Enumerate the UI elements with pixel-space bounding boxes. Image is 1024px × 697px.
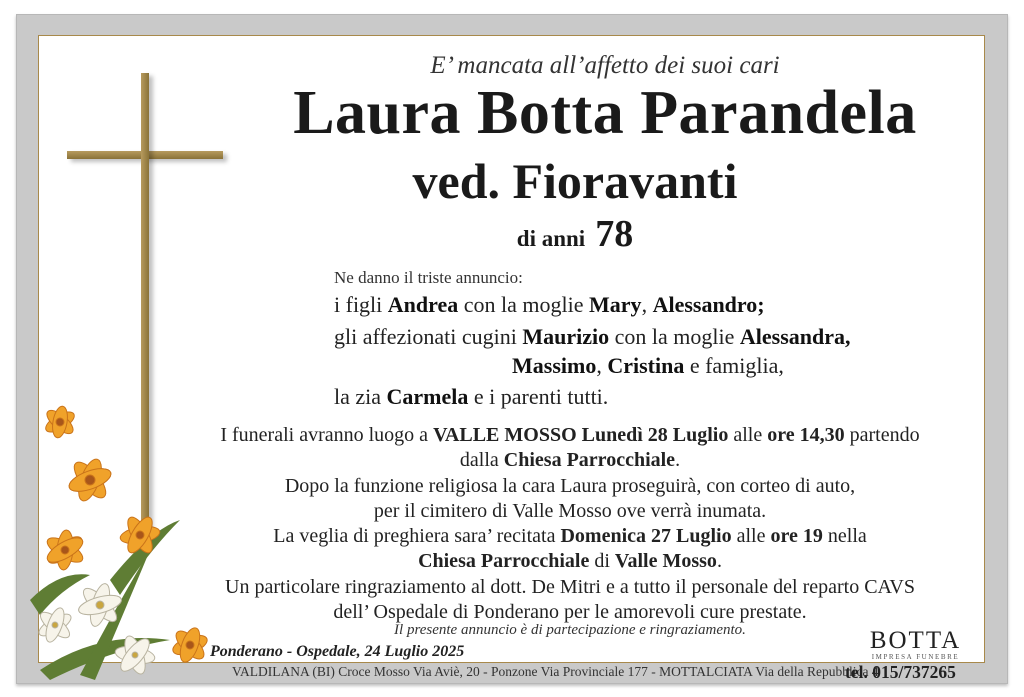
text-segment: e i parenti tutti. (468, 384, 609, 409)
emphasized-text: Valle Mosso (614, 550, 717, 573)
text-segment: I funerali avranno luogo a (220, 424, 434, 446)
telephone: tel. 015/737265 (845, 662, 956, 682)
funeral-line (170, 524, 970, 549)
funeral-details (170, 423, 970, 625)
age-line (0, 212, 1024, 256)
logo-name: BOTTA (869, 627, 962, 654)
emphasized-text: Carmela (386, 384, 469, 409)
text-segment: con la moglie (609, 324, 740, 349)
funeral-home-addresses: VALDILANA (BI) Croce Mosso Via Aviè, 20 - Ponzone Via Provinciale 177 - MOTTALCIATA Via della Repubblica 4 (232, 664, 879, 679)
family-line-2 (334, 324, 851, 350)
text-segment: e famiglia, (684, 353, 784, 378)
funeral-line (170, 474, 970, 499)
emphasized-text: Domenica 27 Luglio (560, 525, 732, 548)
funeral-line (170, 575, 970, 600)
deceased-name: Laura Botta Parandela (293, 79, 917, 147)
logo-subtitle: IMPRESA FUNEBRE (871, 653, 960, 661)
text-segment: dalla (459, 449, 504, 472)
text-segment: La veglia di preghiera sara’ recitata (273, 525, 561, 548)
age-value: 78 (595, 213, 634, 255)
funeral-home-logo (858, 628, 973, 661)
funeral-line (170, 423, 970, 448)
text-segment: con la moglie (458, 292, 590, 317)
family-line-4 (334, 384, 608, 410)
emphasized-text: Massimo (512, 353, 597, 378)
widow-of-line: ved. Fioravanti (412, 153, 738, 209)
text-segment: , (596, 353, 608, 378)
text-segment: nella (822, 525, 867, 548)
text-segment: i figli (334, 292, 388, 317)
emphasized-text: ore 14,30 (767, 424, 845, 446)
emphasized-text: Chiesa Parrocchiale (418, 550, 590, 573)
emphasized-text: ore 19 (770, 525, 823, 548)
emphasized-text: Alessandra, (739, 324, 851, 349)
intro-line: E’ mancata all’affetto dei suoi cari (430, 52, 780, 79)
text-segment: la zia (334, 384, 387, 409)
text-segment: per il cimitero di Valle Mosso ove verrà inumata. (373, 499, 767, 522)
emphasized-text: VALLE MOSSO Lunedì 28 Luglio (433, 424, 729, 446)
text-segment: . (675, 449, 681, 472)
emphasized-text: Cristina (607, 353, 685, 378)
emphasized-text: Maurizio (522, 324, 610, 349)
place-date: Ponderano - Ospedale, 24 Luglio 2025 (210, 643, 465, 660)
text-segment: , (641, 292, 653, 317)
age-label: di anni (516, 226, 586, 251)
funeral-line (170, 499, 970, 524)
text-segment: Dopo la funzione religiosa la cara Laura proseguirà, con corteo di auto, (284, 474, 856, 497)
text-segment: partendo (844, 424, 920, 446)
text-segment: Un particolare ringraziamento al dott. De Mitri e a tutto il personale del reparto CAVS (225, 575, 915, 598)
funeral-line (170, 448, 970, 473)
emphasized-text: Mary (589, 292, 642, 317)
announcement-lead: Ne danno il triste annuncio: (334, 268, 523, 287)
family-line-1 (334, 292, 765, 318)
emphasized-text: Alessandro; (652, 292, 765, 317)
text-segment: gli affezionati cugini (334, 324, 523, 349)
text-segment: alle (731, 525, 771, 548)
text-segment: . (716, 550, 722, 573)
emphasized-text: Chiesa Parrocchiale (503, 449, 676, 472)
family-line-3 (512, 353, 784, 379)
funeral-line (170, 549, 970, 574)
text-segment: di (589, 550, 615, 573)
text-segment: dell’ Ospedale di Ponderano per le amorevoli cure prestate. (333, 601, 807, 624)
participation-note: Il presente annuncio è di partecipazione e ringraziamento. (394, 622, 746, 638)
text-segment: alle (728, 424, 768, 446)
emphasized-text: Andrea (387, 292, 459, 317)
